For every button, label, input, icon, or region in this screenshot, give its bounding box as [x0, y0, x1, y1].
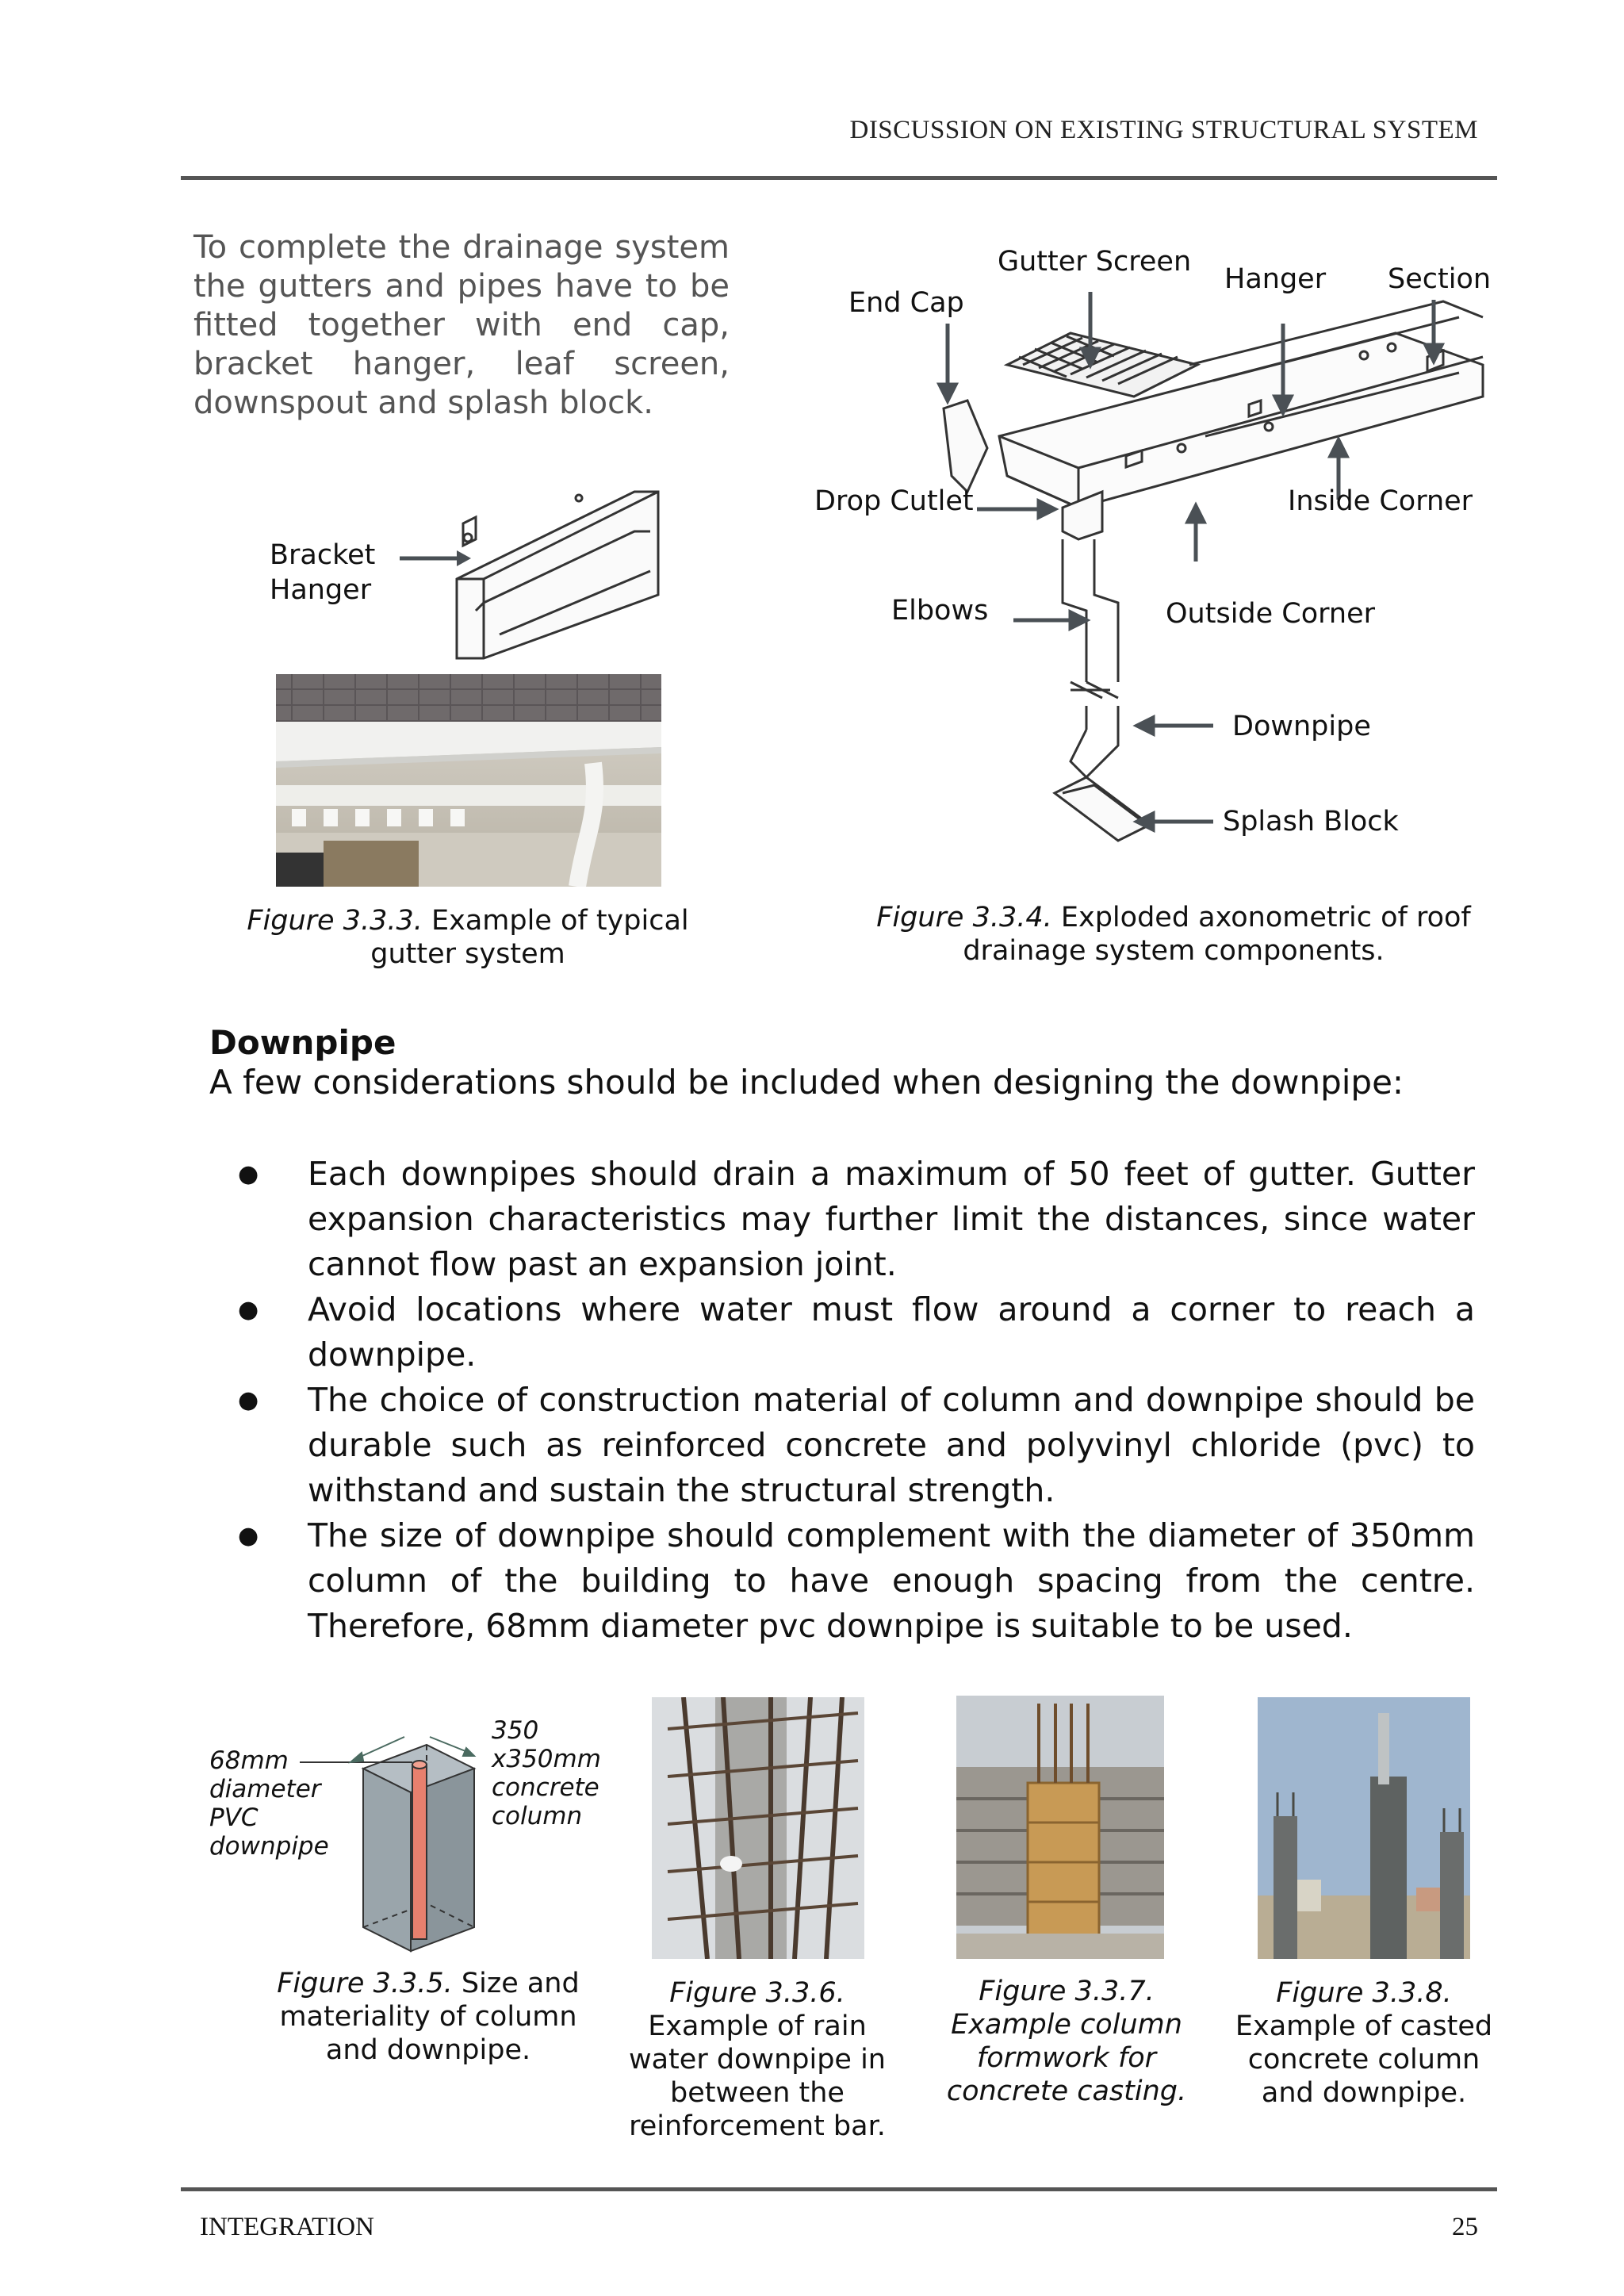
caption-number: Figure 3.3.4. — [876, 902, 1052, 933]
label-inside-corner: Inside Corner — [1288, 485, 1473, 517]
bracket-label-line1: Bracket — [270, 539, 376, 571]
photo-column-formwork — [956, 1696, 1164, 1959]
header-rule — [181, 176, 1497, 180]
exploded-axonometric-diagram — [809, 238, 1491, 857]
column-downpipe-diagram — [293, 1713, 508, 1959]
label-line: 350 — [492, 1716, 539, 1745]
caption-text: Size and materiality of column and downpipe. — [279, 1968, 580, 2066]
footer-rule — [181, 2187, 1497, 2191]
list-item — [238, 1287, 1475, 1378]
bracket-hanger-drawing — [396, 476, 682, 666]
pvc-pipe — [412, 1765, 427, 1939]
bullet-icon: ● — [238, 1160, 259, 1188]
gutter-photo — [276, 674, 661, 887]
caption-text: Example of casted concrete column and downpipe. — [1235, 2010, 1493, 2109]
label-downpipe: Downpipe — [1232, 711, 1371, 742]
label-line: downpipe — [209, 1832, 329, 1861]
gutter-screen-part — [1007, 333, 1197, 397]
caption-number: Figure 3.3.7. — [979, 1976, 1155, 2007]
caption-fig-3-3-8 — [1233, 1976, 1495, 2110]
label-line: 68mm — [209, 1746, 289, 1775]
caption-number: Figure 3.3.5. — [277, 1968, 453, 1999]
label-outside-corner: Outside Corner — [1166, 598, 1376, 630]
list-item — [238, 1513, 1475, 1649]
label-elbows: Elbows — [891, 595, 989, 627]
caption-text: Example column formwork for concrete casting. — [946, 2009, 1187, 2107]
considerations-list — [238, 1152, 1475, 1649]
label-section: Section — [1388, 263, 1492, 295]
caption-fig-3-3-5 — [262, 1967, 595, 2067]
list-item-text: Each downpipes should drain a maximum of 50 feet of gutter. Gutter expansion characteristics may further limit the distances, since water cannot flow past an expansion joint. — [308, 1155, 1475, 1283]
caption-number: Figure 3.3.8. — [1276, 1977, 1452, 2009]
list-item-text: Avoid locations where water must flow around a corner to reach a downpipe. — [308, 1290, 1475, 1374]
running-header: DISCUSSION ON EXISTING STRUCTURAL SYSTEM — [849, 116, 1478, 144]
label-line: concrete — [492, 1773, 599, 1802]
label-gutter-screen: Gutter Screen — [998, 246, 1192, 278]
photo-rebar-downpipe — [652, 1697, 864, 1959]
caption-fig-3-3-3 — [230, 904, 706, 971]
bracket-label-line2: Hanger — [270, 574, 372, 606]
caption-fig-3-3-4 — [864, 901, 1483, 968]
caption-number: Figure 3.3.6. — [669, 1977, 845, 2009]
footer-section-title: INTEGRATION — [200, 2213, 374, 2241]
label-line: PVC — [209, 1803, 259, 1832]
caption-text: Example of rain water downpipe in between the reinforcement bar. — [628, 2010, 886, 2142]
bullet-icon: ● — [238, 1386, 259, 1414]
label-splash-block: Splash Block — [1223, 806, 1399, 838]
section-lead: A few considerations should be included when designing the downpipe: — [209, 1063, 1404, 1102]
list-item — [238, 1152, 1475, 1287]
caption-text: Exploded axonometric of roof drainage system components. — [963, 902, 1471, 967]
caption-fig-3-3-6 — [626, 1976, 888, 2143]
label-concrete-column — [492, 1716, 601, 1830]
label-line: column — [492, 1802, 583, 1830]
list-item-text: The choice of construction material of column and downpipe should be durable such as reinforced concrete and polyvinyl chloride (pvc) to withstand and sustain the structural strength. — [308, 1381, 1475, 1509]
bracket-hanger-label — [270, 538, 375, 608]
label-end-cap: End Cap — [848, 287, 964, 319]
caption-text: Example of typical gutter system — [370, 905, 689, 970]
label-line: x350mm — [492, 1745, 601, 1773]
section-heading-downpipe: Downpipe — [209, 1023, 396, 1062]
photo-casted-column — [1258, 1697, 1470, 1959]
label-hanger: Hanger — [1224, 263, 1327, 295]
caption-number: Figure 3.3.3. — [247, 905, 423, 937]
bullet-icon: ● — [238, 1522, 259, 1550]
bullet-icon: ● — [238, 1296, 259, 1324]
label-drop-cutlet: Drop Cutlet — [814, 485, 974, 517]
label-line: diameter — [209, 1775, 321, 1803]
list-item-text: The size of downpipe should complement with the diameter of 350mm column of the building to have enough spacing from the centre. Therefore, 68mm diameter pvc downpipe is suitable to be used. — [308, 1516, 1475, 1645]
caption-fig-3-3-7 — [936, 1975, 1197, 2108]
list-item — [238, 1378, 1475, 1513]
intro-paragraph: To complete the drainage system the gutters and pipes have to be fitted together with end cap, bracket hanger, leaf screen, downspout and splash block. — [193, 229, 730, 421]
page-number: 25 — [1452, 2213, 1478, 2241]
